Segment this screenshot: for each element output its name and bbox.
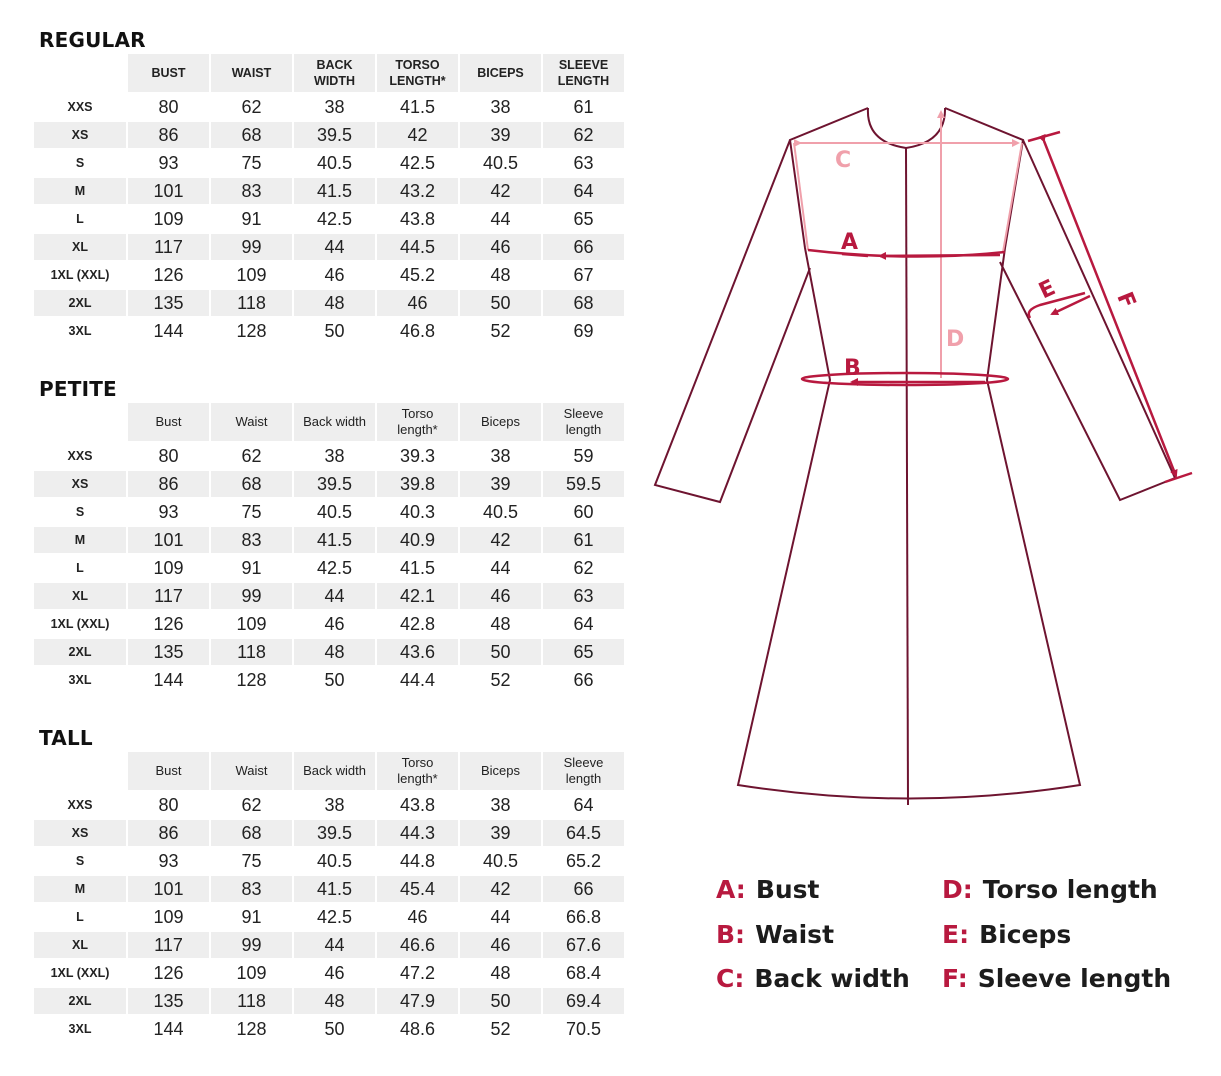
measurement-cell: 45.2: [377, 262, 458, 288]
measurement-cell: 42.8: [377, 611, 458, 637]
column-header: SLEEVE LENGTH: [543, 54, 624, 92]
measurement-cell: 46: [460, 583, 541, 609]
measurement-cell: 42: [377, 122, 458, 148]
measurement-cell: 86: [128, 471, 209, 497]
section-title-tall: TALL: [39, 726, 93, 750]
measurement-cell: 62: [211, 94, 292, 120]
measurement-cell: 44: [460, 555, 541, 581]
measurement-cell: 75: [211, 150, 292, 176]
measurement-cell: 83: [211, 178, 292, 204]
table-row: [34, 206, 624, 232]
measurement-cell: 83: [211, 527, 292, 553]
size-label: 2XL: [34, 988, 126, 1014]
table-corner: [34, 54, 126, 92]
measurement-cell: 93: [128, 499, 209, 525]
column-header: Back width: [294, 752, 375, 790]
measurement-cell: 64.5: [543, 820, 624, 846]
size-table-regular: [32, 52, 626, 346]
legend-text: Sleeve length: [977, 964, 1172, 993]
measurement-cell: 62: [211, 443, 292, 469]
measurement-cell: 42: [460, 178, 541, 204]
measurement-cell: 40.5: [460, 499, 541, 525]
measure-b-waist: [802, 356, 1008, 385]
measurement-cell: 128: [211, 667, 292, 693]
measurement-cell: 126: [128, 262, 209, 288]
measurement-cell: 46: [460, 234, 541, 260]
measurement-cell: 43.8: [377, 792, 458, 818]
table-row: [34, 639, 624, 665]
measurement-cell: 40.5: [294, 499, 375, 525]
legend-item-c: [716, 964, 910, 993]
measurement-cell: 64: [543, 611, 624, 637]
measurement-cell: 41.5: [294, 527, 375, 553]
measurement-cell: 65.2: [543, 848, 624, 874]
column-header: TORSO LENGTH*: [377, 54, 458, 92]
measurement-cell: 41.5: [294, 178, 375, 204]
measurement-cell: 39: [460, 820, 541, 846]
size-label: XL: [34, 583, 126, 609]
measurement-cell: 135: [128, 639, 209, 665]
legend-text: Torso length: [982, 875, 1158, 904]
label-d: D: [946, 327, 965, 352]
column-header: Biceps: [460, 403, 541, 441]
measurement-cell: 44.8: [377, 848, 458, 874]
measurement-cell: 75: [211, 848, 292, 874]
measurement-cell: 63: [543, 150, 624, 176]
size-label: 2XL: [34, 639, 126, 665]
measurement-cell: 117: [128, 932, 209, 958]
table-row: [34, 611, 624, 637]
measurement-cell: 39.5: [294, 122, 375, 148]
table-row: [34, 499, 624, 525]
measurement-cell: 50: [294, 318, 375, 344]
measure-f-sleeve-length: [1028, 132, 1192, 482]
measurement-cell: 38: [460, 792, 541, 818]
measurement-cell: 38: [294, 792, 375, 818]
measurement-cell: 135: [128, 290, 209, 316]
measurement-cell: 126: [128, 611, 209, 637]
measurement-cell: 126: [128, 960, 209, 986]
measurement-cell: 91: [211, 555, 292, 581]
measurement-cell: 69.4: [543, 988, 624, 1014]
measurement-cell: 46.6: [377, 932, 458, 958]
size-label: M: [34, 527, 126, 553]
measurement-cell: 109: [128, 904, 209, 930]
measurement-cell: 101: [128, 178, 209, 204]
measurement-cell: 93: [128, 150, 209, 176]
legend-item-b: [716, 920, 834, 949]
measure-d-torso-length: [941, 112, 964, 378]
column-header: Waist: [211, 752, 292, 790]
measurement-cell: 62: [211, 792, 292, 818]
measurement-cell: 61: [543, 94, 624, 120]
legend-text: Waist: [755, 920, 835, 949]
legend-text: Biceps: [979, 920, 1072, 949]
measurement-cell: 44.4: [377, 667, 458, 693]
size-table-tall: [32, 750, 626, 1044]
measurement-cell: 66: [543, 876, 624, 902]
size-label: XXS: [34, 443, 126, 469]
measure-e-biceps: [1029, 275, 1090, 318]
measurement-cell: 40.5: [294, 848, 375, 874]
measurement-cell: 41.5: [377, 94, 458, 120]
label-f: F: [1111, 288, 1141, 312]
measurement-cell: 43.2: [377, 178, 458, 204]
table-row: [34, 667, 624, 693]
measurement-cell: 46: [294, 262, 375, 288]
measurement-cell: 67.6: [543, 932, 624, 958]
measurement-cell: 101: [128, 527, 209, 553]
measurement-cell: 42.5: [377, 150, 458, 176]
size-label: 3XL: [34, 667, 126, 693]
label-a: A: [841, 230, 859, 255]
table-row: [34, 1016, 624, 1042]
table-row: [34, 848, 624, 874]
tall-section: [34, 726, 628, 1044]
measurement-cell: 75: [211, 499, 292, 525]
size-label: 1XL (XXL): [34, 611, 126, 637]
measurement-cell: 42: [460, 876, 541, 902]
table-row: [34, 876, 624, 902]
measurement-cell: 44.3: [377, 820, 458, 846]
measurement-cell: 99: [211, 234, 292, 260]
column-header: Waist: [211, 403, 292, 441]
legend-key: F:: [942, 964, 968, 993]
measurement-cell: 50: [460, 988, 541, 1014]
column-header: Sleeve length: [543, 403, 624, 441]
measurement-cell: 59: [543, 443, 624, 469]
table-row: [34, 792, 624, 818]
measurement-cell: 128: [211, 318, 292, 344]
measurement-cell: 48: [460, 611, 541, 637]
measurement-cell: 42.1: [377, 583, 458, 609]
size-label: M: [34, 876, 126, 902]
measurement-cell: 40.5: [460, 848, 541, 874]
column-header: Biceps: [460, 752, 541, 790]
measurement-cell: 44: [460, 904, 541, 930]
measurement-cell: 44.5: [377, 234, 458, 260]
measurement-cell: 42: [460, 527, 541, 553]
measurement-cell: 46: [460, 932, 541, 958]
measurement-cell: 144: [128, 1016, 209, 1042]
size-label: L: [34, 206, 126, 232]
table-row: [34, 820, 624, 846]
measurement-cell: 109: [128, 555, 209, 581]
measurement-cell: 109: [211, 611, 292, 637]
measurement-cell: 40.5: [294, 150, 375, 176]
measurement-cell: 46: [377, 290, 458, 316]
measurement-cell: 39: [460, 122, 541, 148]
measurement-cell: 52: [460, 318, 541, 344]
measurement-cell: 40.3: [377, 499, 458, 525]
size-label: XL: [34, 234, 126, 260]
measurement-cell: 68: [211, 122, 292, 148]
table-row: [34, 904, 624, 930]
size-label: XS: [34, 471, 126, 497]
dress-measurement-diagram: [640, 90, 1210, 820]
table-row: [34, 150, 624, 176]
legend-key: E:: [942, 920, 970, 949]
table-row: [34, 178, 624, 204]
measurement-cell: 64: [543, 792, 624, 818]
measurement-cell: 38: [460, 443, 541, 469]
measurement-cell: 117: [128, 234, 209, 260]
measurement-cell: 70.5: [543, 1016, 624, 1042]
measurement-cell: 39.3: [377, 443, 458, 469]
measurement-cell: 38: [460, 94, 541, 120]
column-header: Sleeve length: [543, 752, 624, 790]
column-header: BACK WIDTH: [294, 54, 375, 92]
measurement-cell: 109: [211, 960, 292, 986]
legend-item-f: [942, 964, 1171, 993]
measurement-cell: 42.5: [294, 904, 375, 930]
measurement-cell: 109: [211, 262, 292, 288]
measurement-cell: 48: [294, 290, 375, 316]
measurement-cell: 38: [294, 94, 375, 120]
legend-key: C:: [716, 964, 745, 993]
size-label: 3XL: [34, 318, 126, 344]
table-row: [34, 583, 624, 609]
measurement-cell: 64: [543, 178, 624, 204]
size-label: S: [34, 499, 126, 525]
measurement-cell: 41.5: [377, 555, 458, 581]
column-header: Back width: [294, 403, 375, 441]
measure-c-back-width: [794, 143, 1022, 252]
measurement-cell: 50: [294, 667, 375, 693]
measurement-cell: 83: [211, 876, 292, 902]
measurement-cell: 66.8: [543, 904, 624, 930]
size-label: XL: [34, 932, 126, 958]
column-header: Torso length*: [377, 752, 458, 790]
measurement-cell: 39: [460, 471, 541, 497]
legend-key: D:: [942, 875, 973, 904]
measurement-cell: 48: [460, 960, 541, 986]
measurement-cell: 101: [128, 876, 209, 902]
measurement-cell: 41.5: [294, 876, 375, 902]
measurement-cell: 43.8: [377, 206, 458, 232]
size-label: XS: [34, 122, 126, 148]
size-label: 1XL (XXL): [34, 960, 126, 986]
measurement-cell: 50: [294, 1016, 375, 1042]
table-row: [34, 555, 624, 581]
column-header: BICEPS: [460, 54, 541, 92]
table-row: [34, 122, 624, 148]
measurement-cell: 80: [128, 792, 209, 818]
table-row: [34, 234, 624, 260]
measurement-cell: 144: [128, 318, 209, 344]
table-row: [34, 318, 624, 344]
measurement-cell: 61: [543, 527, 624, 553]
size-label: XS: [34, 820, 126, 846]
measurement-cell: 60: [543, 499, 624, 525]
measurement-cell: 117: [128, 583, 209, 609]
measurement-cell: 52: [460, 667, 541, 693]
column-header: Bust: [128, 403, 209, 441]
measurement-cell: 52: [460, 1016, 541, 1042]
measurement-cell: 47.9: [377, 988, 458, 1014]
measurement-cell: 68: [211, 471, 292, 497]
measurement-cell: 42.5: [294, 206, 375, 232]
table-row: [34, 471, 624, 497]
measurement-cell: 38: [294, 443, 375, 469]
measurement-cell: 46: [294, 611, 375, 637]
label-e: E: [1035, 275, 1060, 305]
measurement-cell: 80: [128, 94, 209, 120]
measurement-cell: 135: [128, 988, 209, 1014]
measurement-cell: 118: [211, 639, 292, 665]
measurement-cell: 62: [543, 122, 624, 148]
measurement-cell: 44: [294, 932, 375, 958]
legend-text: Bust: [755, 875, 820, 904]
measurement-cell: 66: [543, 234, 624, 260]
legend-item-d: [942, 875, 1158, 904]
measurement-cell: 99: [211, 932, 292, 958]
size-table-petite: [32, 401, 626, 695]
legend-key: A:: [716, 875, 746, 904]
legend-key: B:: [716, 920, 746, 949]
table-row: [34, 443, 624, 469]
legend-text: Back width: [754, 964, 910, 993]
measurement-cell: 80: [128, 443, 209, 469]
size-label: S: [34, 848, 126, 874]
measurement-cell: 63: [543, 583, 624, 609]
size-label: L: [34, 904, 126, 930]
measurement-cell: 39.5: [294, 820, 375, 846]
measurement-cell: 40.9: [377, 527, 458, 553]
measurement-cell: 66: [543, 667, 624, 693]
measurement-cell: 48: [460, 262, 541, 288]
legend-item-e: [942, 920, 1071, 949]
measurement-cell: 91: [211, 206, 292, 232]
table-row: [34, 988, 624, 1014]
measurement-cell: 44: [294, 583, 375, 609]
regular-section: [34, 28, 628, 346]
measurement-cell: 46: [377, 904, 458, 930]
measurement-cell: 91: [211, 904, 292, 930]
measurement-cell: 50: [460, 290, 541, 316]
measurement-cell: 128: [211, 1016, 292, 1042]
measurement-cell: 43.6: [377, 639, 458, 665]
measurement-cell: 39.8: [377, 471, 458, 497]
table-row: [34, 932, 624, 958]
size-label: 3XL: [34, 1016, 126, 1042]
measurement-cell: 65: [543, 206, 624, 232]
measurement-cell: 48.6: [377, 1016, 458, 1042]
size-label: 1XL (XXL): [34, 262, 126, 288]
column-header: WAIST: [211, 54, 292, 92]
measurement-cell: 68.4: [543, 960, 624, 986]
measurement-cell: 93: [128, 848, 209, 874]
table-row: [34, 262, 624, 288]
label-c: C: [835, 148, 852, 173]
size-label: 2XL: [34, 290, 126, 316]
column-header: Bust: [128, 752, 209, 790]
measurement-cell: 48: [294, 639, 375, 665]
measurement-cell: 68: [211, 820, 292, 846]
measurement-cell: 48: [294, 988, 375, 1014]
dress-outline: [655, 108, 1175, 805]
measurement-cell: 62: [543, 555, 624, 581]
section-title-regular: REGULAR: [39, 28, 146, 52]
size-label: XXS: [34, 792, 126, 818]
section-title-petite: PETITE: [39, 377, 117, 401]
measurement-cell: 65: [543, 639, 624, 665]
measurement-cell: 45.4: [377, 876, 458, 902]
label-b: B: [844, 356, 861, 381]
measurement-cell: 69: [543, 318, 624, 344]
legend-item-a: [716, 875, 820, 904]
size-label: XXS: [34, 94, 126, 120]
column-header: Torso length*: [377, 403, 458, 441]
table-row: [34, 94, 624, 120]
measurement-cell: 46.8: [377, 318, 458, 344]
petite-section: [34, 377, 628, 695]
measurement-cell: 144: [128, 667, 209, 693]
measurement-cell: 118: [211, 988, 292, 1014]
measurement-cell: 68: [543, 290, 624, 316]
measurement-cell: 47.2: [377, 960, 458, 986]
table-row: [34, 527, 624, 553]
measurement-cell: 118: [211, 290, 292, 316]
measurement-cell: 86: [128, 820, 209, 846]
measurement-cell: 46: [294, 960, 375, 986]
table-corner: [34, 403, 126, 441]
table-row: [34, 290, 624, 316]
measurement-cell: 39.5: [294, 471, 375, 497]
table-row: [34, 960, 624, 986]
measurement-cell: 86: [128, 122, 209, 148]
measurement-cell: 109: [128, 206, 209, 232]
measurement-cell: 59.5: [543, 471, 624, 497]
column-header: BUST: [128, 54, 209, 92]
measurement-cell: 50: [460, 639, 541, 665]
measurement-cell: 67: [543, 262, 624, 288]
measurement-cell: 44: [294, 234, 375, 260]
table-corner: [34, 752, 126, 790]
measurement-cell: 99: [211, 583, 292, 609]
size-label: S: [34, 150, 126, 176]
size-label: L: [34, 555, 126, 581]
measurement-cell: 44: [460, 206, 541, 232]
size-label: M: [34, 178, 126, 204]
measurement-cell: 42.5: [294, 555, 375, 581]
measurement-cell: 40.5: [460, 150, 541, 176]
